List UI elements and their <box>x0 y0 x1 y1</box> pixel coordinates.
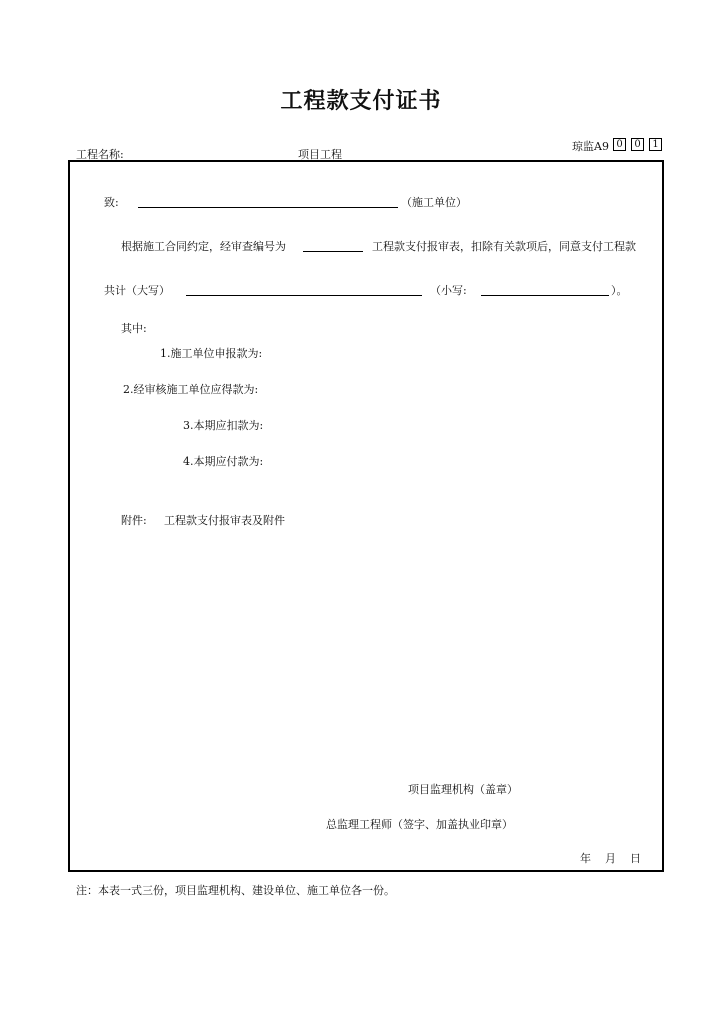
form-code-digit-2: 0 <box>631 138 644 151</box>
page-title: 工程款支付证书 <box>280 88 442 114</box>
form-box <box>68 160 664 872</box>
total-lowercase-line[interactable] <box>481 295 609 296</box>
signature-date: 年 月 日 <box>580 852 641 865</box>
form-code-prefix: 琼监A9 <box>572 140 609 153</box>
supervision-org-seal: 项目监理机构（盖章） <box>408 783 518 796</box>
item-deduction-amount: 3.本期应扣款为: <box>183 419 264 432</box>
to-suffix: （施工单位） <box>401 196 467 209</box>
paragraph-start: 根据施工合同约定，经审查编号为 <box>121 240 286 253</box>
footer-note: 注：本表一式三份，项目监理机构、建设单位、施工单位各一份。 <box>76 884 395 897</box>
to-label: 致: <box>104 196 119 209</box>
among-label: 其中: <box>121 322 147 335</box>
item-declared-amount: 1.施工单位申报款为: <box>160 347 263 360</box>
attachment-value: 工程款支付报审表及附件 <box>164 514 285 527</box>
total-label: 共计（大写） <box>104 284 170 297</box>
paragraph-rest: 工程款支付报审表，扣除有关款项后，同意支付工程款 <box>372 240 636 253</box>
to-input-line[interactable] <box>138 207 398 208</box>
total-uppercase-line[interactable] <box>186 295 422 296</box>
project-name-value: 项目工程 <box>298 148 342 161</box>
attachment-label: 附件: <box>121 514 147 527</box>
lowercase-label: （小写: <box>430 284 467 297</box>
item-payable-amount: 4.本期应付款为: <box>183 455 264 468</box>
chief-engineer-signature: 总监理工程师（签字、加盖执业印章） <box>326 818 513 831</box>
item-approved-amount: 2.经审核施工单位应得款为: <box>123 383 259 396</box>
project-name-label: 工程名称: <box>76 148 124 161</box>
review-number-line[interactable] <box>303 251 363 252</box>
lowercase-close: ）。 <box>611 284 628 297</box>
form-code-digit-1: 0 <box>613 138 626 151</box>
form-code-digit-3: 1 <box>649 138 662 151</box>
